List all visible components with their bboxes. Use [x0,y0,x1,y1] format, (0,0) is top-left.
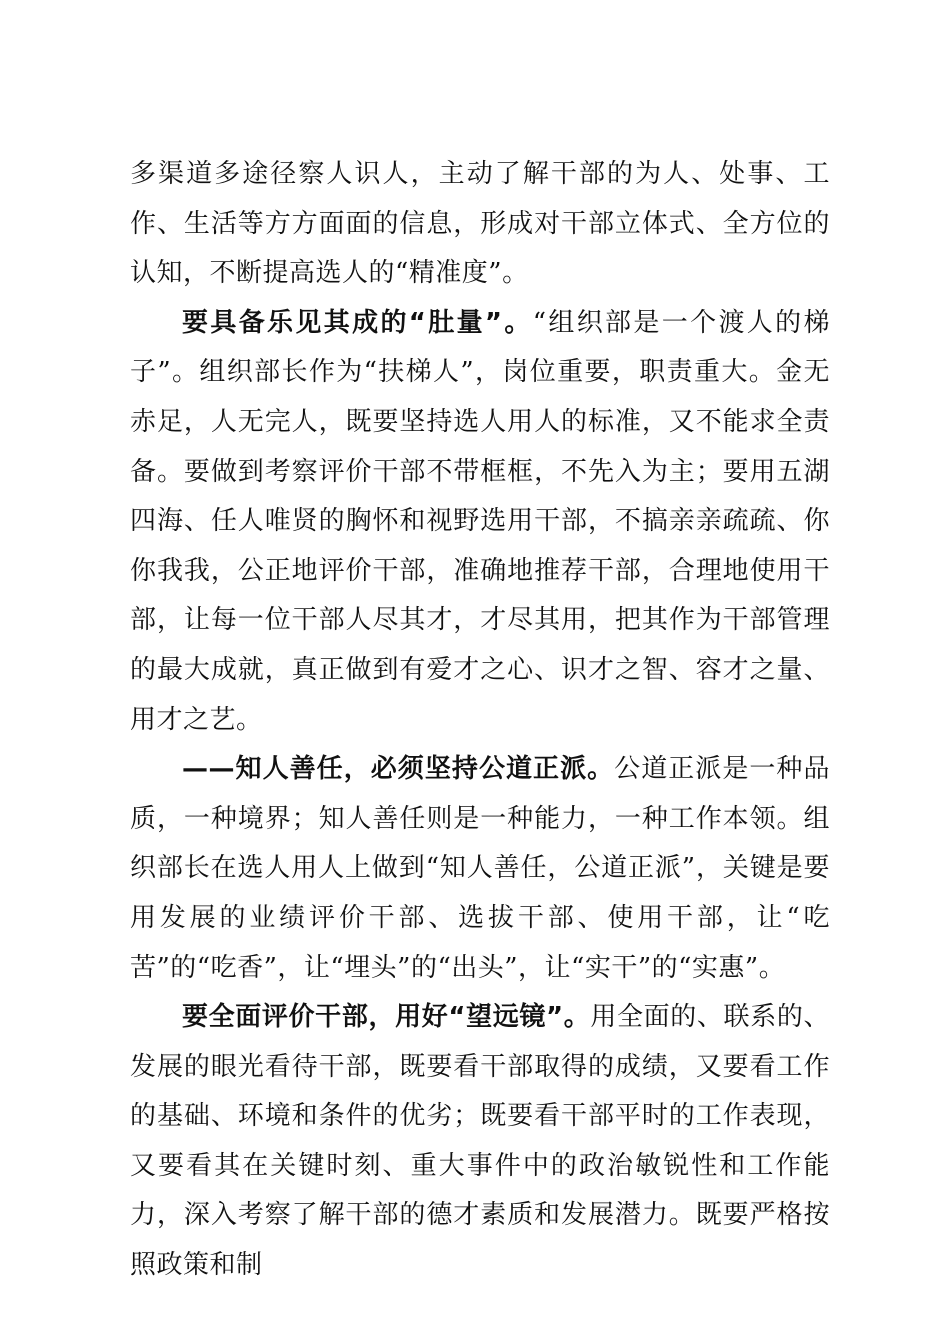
paragraph-fairness [130,745,830,993]
paragraph-magnanimity [130,299,830,745]
paragraph-2-body: “组织部是一个渡人的梯子”。组织部长作为“扶梯人”，岗位重要，职责重大。金无赤足，人无完人，既要坚持选人用人的标准，又不能求全责备。要做到考察评价干部不带框框，不先入为主；要用五湖四海、任人唯贤的胸怀和视野选用干部，不搞亲亲疏疏、你你我我，公正地评价干部，准确地推荐干部，合理地使用干部，让每一位干部人尽其才，才尽其用，把其作为干部管理的最大成就，真正做到有爱才之心、识才之智、容才之量、用才之艺。 [130,307,830,735]
paragraph-evaluation [130,993,830,1291]
paragraph-3-body: 公道正派是一种品质，一种境界；知人善任则是一种能力，一种工作本领。组织部长在选人用人上做到“知人善任，公道正派”，关键是要用发展的业绩评价干部、选拔干部、使用干部，让“吃苦”的“吃香”，让“埋头”的“出头”，让“实干”的“实惠”。 [130,754,830,983]
paragraph-4-lead: 要全面评价干部，用好“望远镜”。 [182,1002,591,1033]
paragraph-continuation [130,150,830,299]
body-text [130,150,830,1291]
paragraph-2-lead: 要具备乐见其成的“肚量”。 [182,307,533,338]
paragraph-3-lead: ——知人善任，必须坚持公道正派。 [182,754,615,785]
paragraph-4-body: 用全面的、联系的、发展的眼光看待干部，既要看干部取得的成绩，又要看工作的基础、环境和条件的优劣；既要看干部平时的工作表现，又要看其在关键时刻、重大事件中的政治敏锐性和工作能力，深入考察了解干部的德才素质和发展潜力。既要严格按照政策和制 [130,1002,830,1281]
paragraph-1-body: 多渠道多途径察人识人，主动了解干部的为人、处事、工作、生活等方方面面的信息，形成对干部立体式、全方位的认知，不断提高选人的“精准度”。 [130,159,830,289]
